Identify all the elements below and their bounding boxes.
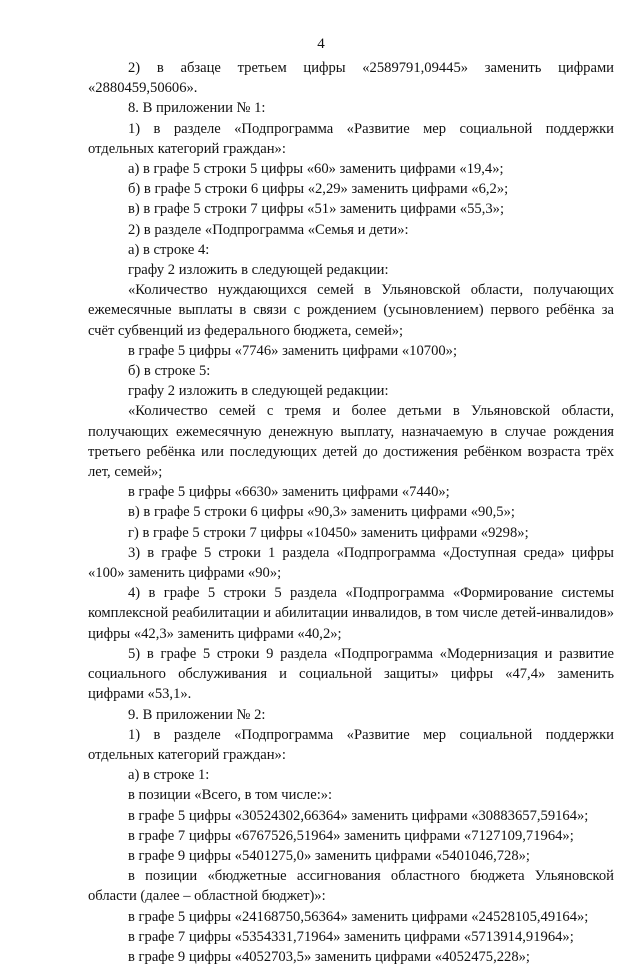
paragraph: в графе 9 цифры «4052703,5» заменить цифрами «4052475,228»; [128,948,530,965]
paragraph: в позиции «бюджетные ассигнования областного бюджета Ульяновской области (далее – областной бюджет)»: [88,868,614,905]
paragraph: г) в графе 5 строки 7 цифры «10450» заменить цифрами «9298»; [128,524,529,541]
paragraph: 3) в графе 5 строки 1 раздела «Подпрограмма «Доступная среда» цифры «100» заменить цифрами «90»; [88,544,614,582]
paragraph: в графе 5 цифры «30524302,66364» заменить цифрами «30883657,59164»; [128,807,589,824]
paragraph: в) в графе 5 строки 6 цифры «90,3» заменить цифрами «90,5»; [128,504,515,521]
paragraph: 1) в разделе «Подпрограмма «Развитие мер социальной поддержки отдельных категорий граждан»: [88,726,614,763]
paragraph: графу 2 изложить в следующей редакции: [128,262,389,279]
paragraph: 9. В приложении № 2: [128,706,266,723]
paragraph: 4) в графе 5 строки 5 раздела «Подпрограмма «Формирование системы комплексной реабилитации и абилитации инвалидов, в том числе детей-инвалидов» цифры «42,3» заменить цифрами «40,2»; [88,585,614,642]
paragraph: б) в графе 5 строки 6 цифры «2,29» заменить цифрами «6,2»; [128,181,509,198]
paragraph: а) в строке 1: [128,767,210,784]
paragraph: 8. В приложении № 1: [128,100,266,117]
paragraph: «Количество семей с тремя и более детьми в Ульяновской области, получающих ежемесячную денежную выплату, назначаемую в случае рождения третьего ребёнка или последующих детей до достижения ребёнком возраста трёх лет, семей»; [88,403,614,481]
paragraph: 2) в разделе «Подпрограмма «Семья и дети»: [128,221,409,238]
paragraph: 5) в графе 5 строки 9 раздела «Подпрограмма «Модернизация и развитие социального обслуживания и социальной защиты» цифры «47,4» заменить цифрами «53,1». [88,645,614,703]
document-body [88,58,614,967]
paragraph: в графе 9 цифры «5401275,0» заменить цифрами «5401046,728»; [128,847,530,864]
paragraph: а) в строке 4: [128,241,210,258]
paragraph: 2) в абзаце третьем цифры «2589791,09445» заменить цифрами «2880459,50606». [88,60,614,97]
paragraph: в позиции «Всего, в том числе:»: [128,787,333,804]
paragraph: «Количество нуждающихся семей в Ульяновской области, получающих ежемесячные выплаты в связи с рождением (усыновлением) первого ребёнка за счёт субвенций из федерального бюджета, семей»; [88,282,614,339]
page-number: 4 [317,36,325,52]
paragraph: б) в строке 5: [128,363,211,380]
paragraph: в графе 7 цифры «6767526,51964» заменить цифрами «7127109,71964»; [128,827,574,844]
paragraph: в графе 5 цифры «7746» заменить цифрами «10700»; [128,342,458,359]
paragraph: в) в графе 5 строки 7 цифры «51» заменить цифрами «55,3»; [128,201,504,218]
paragraph: графу 2 изложить в следующей редакции: [128,383,389,400]
paragraph: в графе 7 цифры «5354331,71964» заменить цифрами «5713914,91964»; [128,928,574,945]
paragraph: 1) в разделе «Подпрограмма «Развитие мер социальной поддержки отдельных категорий граждан»: [88,120,614,157]
paragraph: а) в графе 5 строки 5 цифры «60» заменить цифрами «19,4»; [128,161,504,178]
paragraph: в графе 5 цифры «24168750,56364» заменить цифрами «24528105,49164»; [128,908,589,925]
paragraph: в графе 5 цифры «6630» заменить цифрами «7440»; [128,484,450,501]
